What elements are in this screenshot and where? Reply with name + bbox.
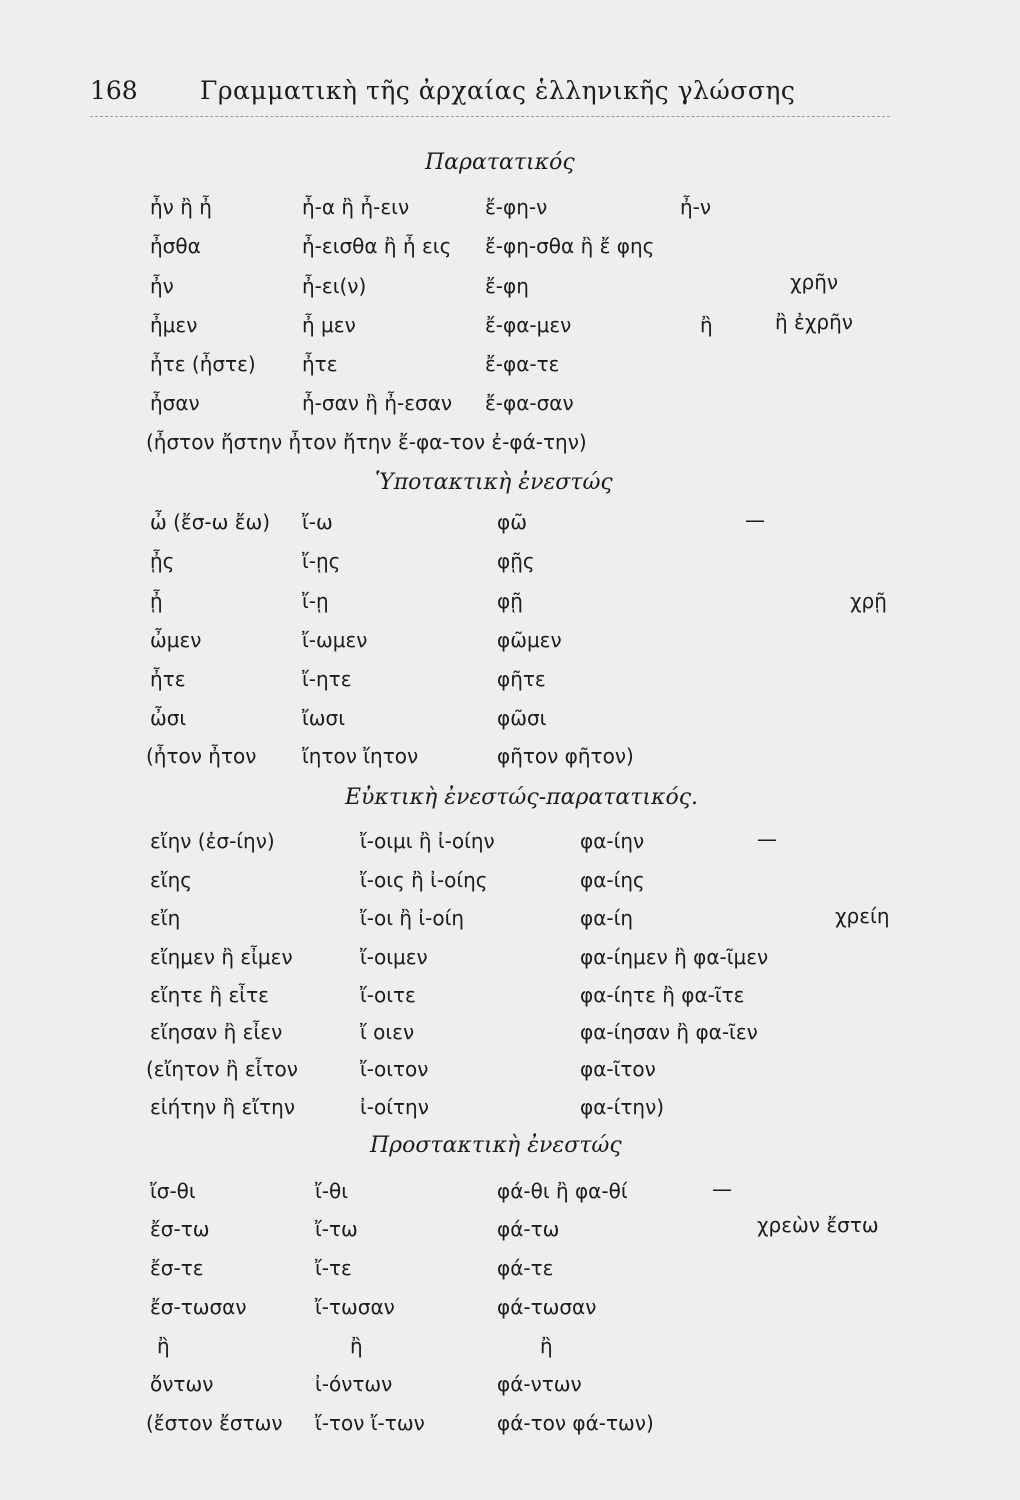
form-cell: εἰήτην ἢ εἴτην	[150, 1095, 295, 1119]
form-cell: ᾖ	[150, 589, 163, 613]
form-cell: ἦ-α ἢ ἦ-ειν	[302, 195, 410, 219]
form-cell: φα-ίτην)	[580, 1095, 665, 1119]
form-cell: ἴ-οιμι ἢ ἰ-οίην	[360, 829, 495, 853]
form-cell: φά-τω	[497, 1217, 560, 1241]
form-cell: ἴ-ητε	[302, 667, 352, 691]
page-number: 168	[90, 76, 138, 105]
form-cell: ἦσθα	[150, 234, 201, 258]
form-cell: ἴ-ῃ	[302, 589, 329, 613]
form-cell: ἴ-θι	[315, 1179, 348, 1203]
form-cell: εἴητε ἢ εἶτε	[150, 983, 269, 1007]
section-heading-euktiki: Εὐκτικὴ ἐνεστώς-παρατατικός.	[345, 785, 699, 810]
form-cell: εἴη	[150, 906, 181, 930]
form-cell: ἦ-εισθα ἢ ἦ εις	[302, 234, 452, 258]
form-cell: ἴ-τωσαν	[315, 1295, 395, 1319]
form-cell: φῇ	[497, 589, 523, 613]
form-cell: φά-ντων	[497, 1372, 582, 1396]
form-cell: ἰ-οίτην	[360, 1095, 429, 1119]
form-cell: φα-ίησαν ἢ φα-ῖεν	[580, 1020, 758, 1044]
form-cell: ἦ-σαν ἢ ἦ-εσαν	[302, 391, 453, 415]
form-cell: (ἦστον ἤστην ἦτον ἤτην ἔ-φα-τον ἐ-φά-την)	[146, 430, 587, 454]
form-cell: ἦσαν	[150, 391, 200, 415]
section-heading-prostaktiki: Προστακτικὴ ἐνεστώς	[370, 1133, 622, 1158]
section-heading-paratatikos: Παρατατικός	[425, 150, 575, 175]
form-cell: φα-ίημεν ἢ φα-ῖμεν	[580, 945, 769, 969]
form-cell: ἔσ-τωσαν	[150, 1295, 247, 1319]
form-cell: ἦτε	[302, 352, 338, 376]
form-cell: ἴ-τον ἴ-των	[315, 1411, 425, 1435]
form-cell: ἦτε (ἦστε)	[150, 352, 256, 376]
form-cell: (ἔστον ἔστων	[146, 1411, 283, 1435]
form-cell: ἔ-φα-σαν	[485, 391, 574, 415]
form-cell: εἴης	[150, 868, 192, 892]
form-cell: ἴητον ἴητον	[302, 744, 419, 768]
form-cell: ἰ-όντων	[315, 1372, 393, 1396]
form-cell: ἴ-οιμεν	[360, 945, 428, 969]
form-cell: ἴσ-θι	[150, 1179, 196, 1203]
form-cell: φα-ίην	[580, 829, 645, 853]
form-cell: φῶσι	[497, 706, 547, 730]
form-cell: φά-θι ἢ φα-θί	[497, 1179, 628, 1203]
form-cell: χρῆν	[790, 270, 839, 294]
form-cell: ὦσι	[150, 706, 187, 730]
form-cell: ἴ-οιτε	[360, 983, 416, 1007]
form-cell: ἦ μεν	[302, 313, 356, 337]
form-cell: ὦμεν	[150, 628, 202, 652]
form-cell: εἴησαν ἢ εἶεν	[150, 1020, 283, 1044]
dash-placeholder: —	[745, 508, 765, 532]
section-heading-ypotaktiki: Ὑποτακτικὴ ἐνεστώς	[375, 470, 613, 495]
form-cell: χρῇ	[850, 589, 887, 613]
form-cell: χρεὼν ἔστω	[757, 1213, 879, 1237]
form-cell: φα-ίης	[580, 868, 645, 892]
form-cell: φα-ίη	[580, 906, 634, 930]
form-cell: φά-τε	[497, 1256, 554, 1280]
form-cell: ἴ-οι ἢ ἰ-οίη	[360, 906, 465, 930]
form-cell: ἦτε	[150, 667, 186, 691]
form-cell: ἔ-φα-τε	[485, 352, 560, 376]
form-cell: (ἦτον ἦτον	[146, 744, 257, 768]
form-cell: ᾖς	[150, 549, 175, 573]
form-cell: ἦμεν	[150, 313, 198, 337]
form-cell: ἔ-φα-μεν	[485, 313, 572, 337]
form-cell: ἴωσι	[302, 706, 345, 730]
form-cell: ὦ (ἔσ-ω ἔω)	[150, 510, 271, 534]
form-cell: φα-ῖτον	[580, 1057, 656, 1081]
form-cell: ἴ-ω	[302, 510, 333, 534]
form-cell: ἦν	[150, 274, 174, 298]
form-cell: ἴ-οις ἢ ἰ-οίης	[360, 868, 488, 892]
form-cell: ἢ	[700, 313, 713, 337]
form-cell: ἢ	[157, 1334, 170, 1358]
dash-placeholder: —	[712, 1177, 732, 1201]
form-cell: ἴ-τε	[315, 1256, 352, 1280]
form-cell: ἦ-ν	[680, 195, 712, 219]
form-cell: ἦ-ει(ν)	[302, 274, 367, 298]
running-title: Γραμματικὴ τῆς ἀρχαίας ἑλληνικῆς γλώσσης	[200, 76, 796, 105]
page-header	[0, 0, 1020, 120]
form-cell: εἴημεν ἢ εἶμεν	[150, 945, 293, 969]
form-cell: ἔσ-τε	[150, 1256, 204, 1280]
form-cell: ἔ-φη-σθα ἢ ἔ φης	[485, 234, 655, 258]
form-cell: φῆτε	[497, 667, 546, 691]
form-cell: ἢ	[350, 1334, 363, 1358]
form-cell: φα-ίητε ἢ φα-ῖτε	[580, 983, 745, 1007]
form-cell: ὄντων	[150, 1372, 214, 1396]
form-cell: (εἴητον ἢ εἶτον	[146, 1057, 298, 1081]
header-divider	[90, 116, 890, 117]
form-cell: φά-τον φά-των)	[497, 1411, 654, 1435]
form-cell: φῶ	[497, 510, 527, 534]
form-cell: εἴην (ἐσ-ίην)	[150, 829, 275, 853]
form-cell: χρείη	[835, 904, 890, 928]
form-cell: φῇς	[497, 549, 535, 573]
form-cell: φῆτον φῆτον)	[497, 744, 634, 768]
form-cell: ἔ-φη	[485, 274, 529, 298]
form-cell: ἢ ἐχρῆν	[775, 310, 853, 334]
form-cell: ἴ-οιτον	[360, 1057, 429, 1081]
form-cell: ἴ-τω	[315, 1217, 358, 1241]
form-cell: ἴ-ωμεν	[302, 628, 368, 652]
form-cell: φῶμεν	[497, 628, 562, 652]
form-cell: φά-τωσαν	[497, 1295, 597, 1319]
form-cell: ἔσ-τω	[150, 1217, 210, 1241]
form-cell: ἴ οιεν	[360, 1020, 415, 1044]
form-cell: ἴ-ῃς	[302, 549, 341, 573]
dash-placeholder: —	[757, 827, 777, 851]
form-cell: ἔ-φη-ν	[485, 195, 548, 219]
form-cell: ἢ	[540, 1334, 553, 1358]
form-cell: ἦν ἢ ἦ	[150, 195, 212, 219]
